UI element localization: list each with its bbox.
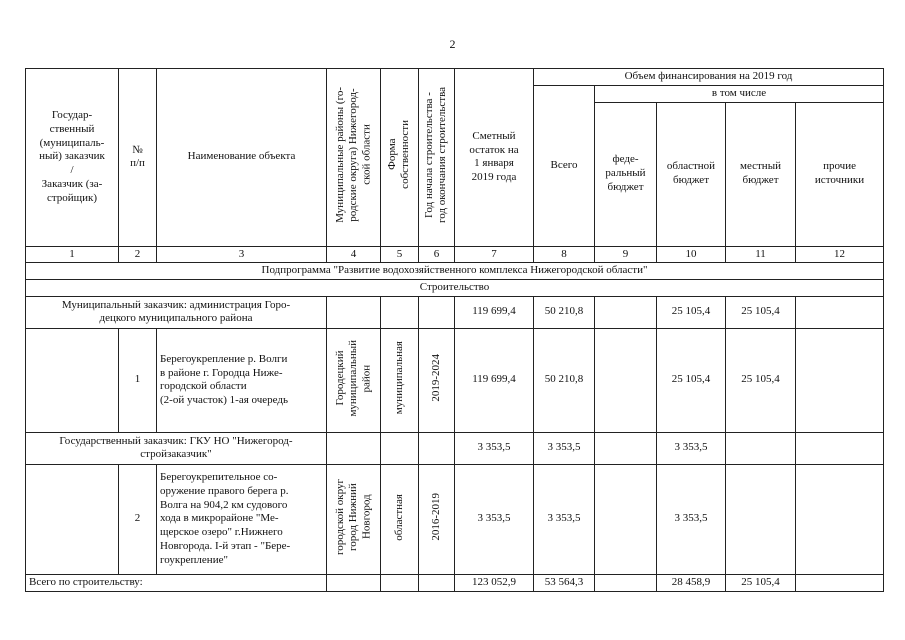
other-value: [796, 432, 884, 464]
header-total: Всего: [534, 85, 595, 246]
subprogram-title: Подпрограмма "Развитие водохозяйственного комплекса Нижегородской области": [26, 263, 884, 280]
local-value: 25 105,4: [726, 574, 796, 591]
object-years-cell: [419, 328, 455, 432]
subprogram-row: [26, 263, 884, 280]
object-years: 2016-2019: [429, 493, 442, 541]
financing-table: [25, 68, 884, 592]
page-number: 2: [449, 37, 456, 51]
header-object-name: Наименование объекта: [157, 69, 327, 247]
object-row: [26, 464, 884, 574]
col-number: 9: [595, 246, 657, 263]
empty-cell: [26, 464, 119, 574]
header-years: Год начала строительства - год окончания строительства: [423, 86, 449, 223]
empty-cell: [381, 574, 419, 591]
balance-value: 3 353,5: [455, 432, 534, 464]
col-number: 3: [157, 246, 327, 263]
header-customer: Государ- ственный (муниципаль- ный) заказчик / Заказчик (за- стройщик): [26, 69, 119, 247]
section-title: Строительство: [26, 280, 884, 297]
regional-value: 28 458,9: [657, 574, 726, 591]
object-district-cell: [327, 328, 381, 432]
other-value: [796, 328, 884, 432]
object-ownership: областная: [392, 493, 405, 541]
total-value: 3 353,5: [534, 464, 595, 574]
balance-value: 119 699,4: [455, 296, 534, 328]
balance-value: 123 052,9: [455, 574, 534, 591]
col-number: 6: [419, 246, 455, 263]
col-number: 2: [119, 246, 157, 263]
local-value: [726, 464, 796, 574]
col-number: 4: [327, 246, 381, 263]
header-ownership-cell: [381, 69, 419, 247]
header-funding-title: Объем финансирования на 2019 год: [534, 69, 884, 86]
object-years-cell: [419, 464, 455, 574]
empty-cell: [419, 432, 455, 464]
federal-value: [595, 464, 657, 574]
header-ownership: Форма собственности: [386, 120, 412, 190]
header-districts-cell: [327, 69, 381, 247]
federal-value: [595, 574, 657, 591]
object-district: городской округ город Нижний Новгород: [333, 478, 373, 555]
regional-value: 3 353,5: [657, 432, 726, 464]
balance-value: 3 353,5: [455, 464, 534, 574]
totals-row: [26, 574, 884, 591]
col-number: 1: [26, 246, 119, 263]
header-including: в том числе: [595, 85, 884, 102]
header-regional: областной бюджет: [657, 102, 726, 246]
customer-row: [26, 432, 884, 464]
federal-value: [595, 328, 657, 432]
header-other: прочие источники: [796, 102, 884, 246]
section-row: [26, 280, 884, 297]
object-district: Городецкий муниципальный район: [333, 339, 373, 417]
other-value: [796, 296, 884, 328]
empty-cell: [419, 296, 455, 328]
col-number: 7: [455, 246, 534, 263]
regional-value: 3 353,5: [657, 464, 726, 574]
local-value: [726, 432, 796, 464]
totals-label: Всего по строительству:: [26, 574, 327, 591]
empty-cell: [381, 296, 419, 328]
object-ownership: муниципальная: [392, 341, 405, 415]
object-ownership-cell: [381, 464, 419, 574]
empty-cell: [419, 574, 455, 591]
header-num: № п/п: [119, 69, 157, 247]
other-value: [796, 464, 884, 574]
federal-value: [595, 296, 657, 328]
total-value: 50 210,8: [534, 328, 595, 432]
column-numbers-row: [26, 246, 884, 263]
customer-name: Муниципальный заказчик: администрация Горо- децкого муниципального района: [26, 296, 327, 328]
object-row: [26, 328, 884, 432]
header-federal: феде- ральный бюджет: [595, 102, 657, 246]
customer-row: [26, 296, 884, 328]
object-number: 2: [119, 464, 157, 574]
header-local: местный бюджет: [726, 102, 796, 246]
customer-name: Государственный заказчик: ГКУ НО "Нижегород- стройзаказчик": [26, 432, 327, 464]
total-value: 53 564,3: [534, 574, 595, 591]
col-number: 8: [534, 246, 595, 263]
col-number: 5: [381, 246, 419, 263]
empty-cell: [327, 574, 381, 591]
other-value: [796, 574, 884, 591]
empty-cell: [26, 328, 119, 432]
object-name: Берегоукрепление р. Волги в районе г. Городца Ниже- городской области (2-ой участок) 1-ая очередь: [157, 328, 327, 432]
object-number: 1: [119, 328, 157, 432]
total-value: 50 210,8: [534, 296, 595, 328]
local-value: 25 105,4: [726, 328, 796, 432]
col-number: 12: [796, 246, 884, 263]
header-districts: Муниципальные районы (го- родские округа) Нижегород- ской области: [333, 87, 373, 223]
empty-cell: [381, 432, 419, 464]
object-ownership-cell: [381, 328, 419, 432]
balance-value: 119 699,4: [455, 328, 534, 432]
local-value: 25 105,4: [726, 296, 796, 328]
col-number: 10: [657, 246, 726, 263]
header-balance: Сметный остаток на 1 января 2019 года: [455, 69, 534, 247]
object-district-cell: [327, 464, 381, 574]
object-years: 2019-2024: [429, 354, 442, 402]
col-number: 11: [726, 246, 796, 263]
header-years-cell: [419, 69, 455, 247]
empty-cell: [327, 432, 381, 464]
federal-value: [595, 432, 657, 464]
empty-cell: [327, 296, 381, 328]
total-value: 3 353,5: [534, 432, 595, 464]
header-row-1: [26, 69, 884, 86]
object-name: Берегоукрепительное со- оружение правого берега р. Волга на 904,2 км судового хода в микрорайоне "Ме- щерское озеро" г.Нижнего Новгорода. I-й этап - "Бере- гоукрепление": [157, 464, 327, 574]
regional-value: 25 105,4: [657, 328, 726, 432]
regional-value: 25 105,4: [657, 296, 726, 328]
